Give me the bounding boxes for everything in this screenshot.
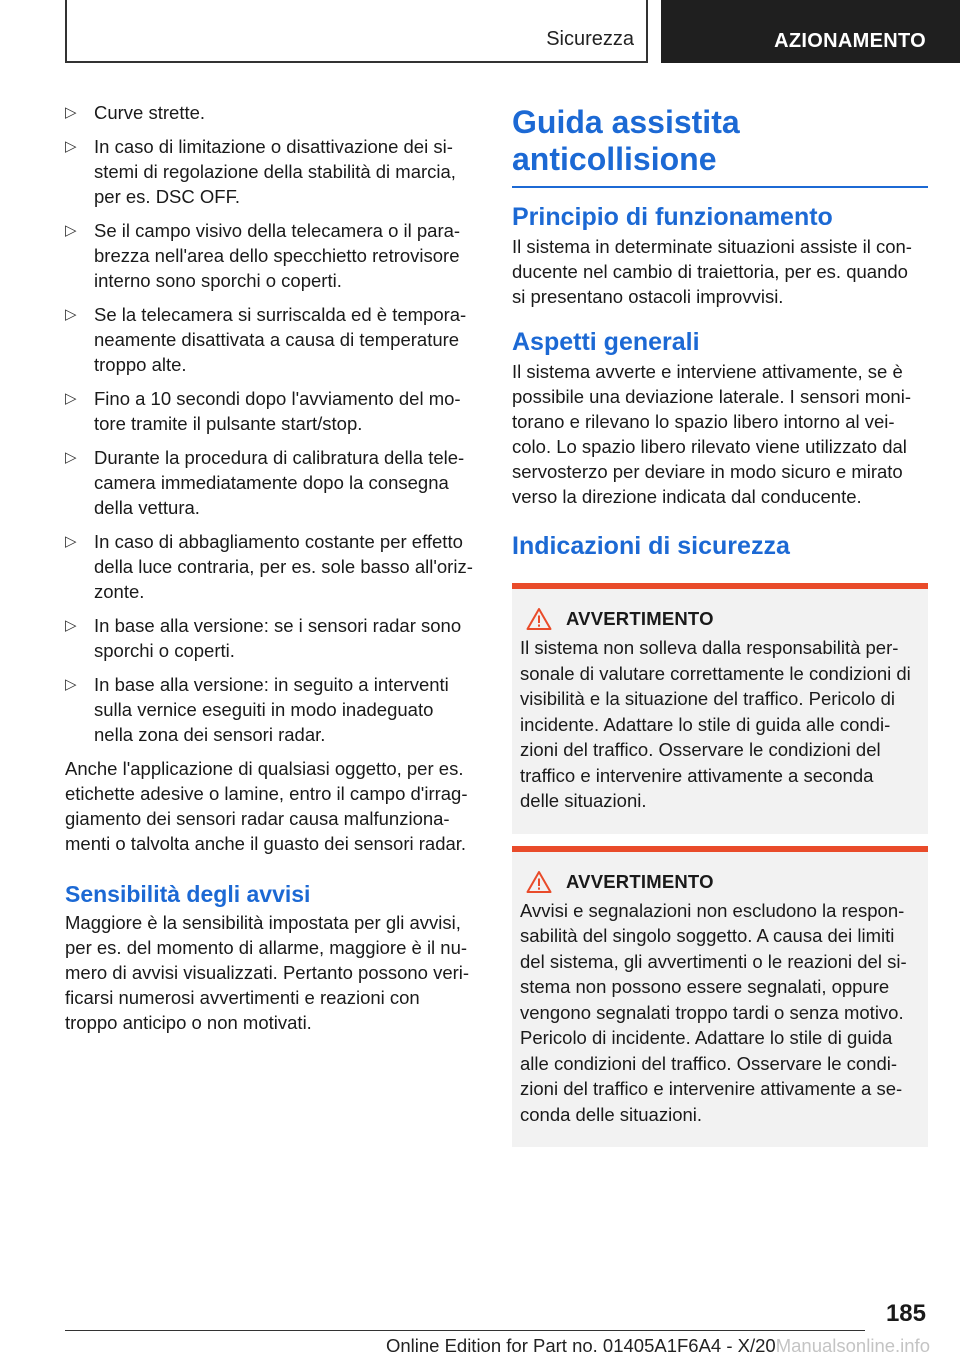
warning-title: AVVERTIMENTO <box>566 870 714 892</box>
triangle-bullet-icon: ▷ <box>65 222 77 239</box>
section-heading-general: Aspetti generali <box>512 328 700 356</box>
warning-text: Avvisi e segnalazioni non escludono la respon- sabilità del singolo soggetto. A causa dei limiti del sistema, gli avvertimenti o le reazioni del si- stema non possono essere segnalati, oppure vengono segnalati troppo tardi o senza motivo. Pericolo di incidente. Adattare lo stile di guida alle condizioni del traffico. Osservare le condi- zioni del traffico e intervenire attivamente a se- conda delle situazioni. <box>520 899 907 1125</box>
list-item: ▷ Durante la procedura di calibratura della tele- camera immediatamente dopo la consegna della vettura. <box>65 447 465 518</box>
triangle-bullet-icon: ▷ <box>65 533 77 550</box>
list-item: ▷ In base alla versione: se i sensori radar sono sporchi o coperti. <box>65 615 462 661</box>
list-item: ▷ Fino a 10 secondi dopo l'avviamento del mo- tore tramite il pulsante start/stop. <box>65 388 461 434</box>
section-heading-principle: Principio di funzionamento <box>512 203 833 231</box>
warning-title: AVVERTIMENTO <box>566 608 714 629</box>
section-text-principle: Il sistema in determinate situazioni assiste il con- ducente nel cambio di traiettoria, per es. quando si presentano ostacoli improvvisi. <box>512 236 912 307</box>
list-item: ▷ In base alla versione: in seguito a interventi sulla vernice eseguiti in modo inadeguato nella zona dei sensori radar. <box>65 674 449 745</box>
list-item: ▷ In caso di limitazione o disattivazione dei si- stemi di regolazione della stabilità di marcia, per es. DSC OFF. <box>65 136 456 207</box>
warning-sensitivity-paragraph: Maggiore è la sensibilità impostata per gli avvisi, per es. del momento di allarme, maggiore è il nu- mero di avvisi visualizzati. Pertanto possono veri- ficarsi numerosi avvertimenti e reazioni con troppo anticipo o non motivati. <box>65 912 470 1033</box>
warning-triangle-icon <box>526 607 552 631</box>
triangle-bullet-icon: ▷ <box>65 617 77 634</box>
footer-edition <box>386 1335 930 1357</box>
header-section-title: Sicurezza <box>546 28 634 50</box>
edition-text: Online Edition for Part no. 01405A1F6A4 - X/20 <box>385 1335 776 1356</box>
radar-paragraph: Anche l'applicazione di qualsiasi oggetto, per es. etichette adesive o lamine, entro il campo d'irrag- giamento dei sensori radar causa malfunziona- menti o talvolta anche il guasto dei sensori radar. <box>65 758 468 854</box>
watermark-text: Manualsonline.info <box>775 1335 930 1356</box>
list-item: ▷ Se il campo visivo della telecamera o il para- brezza nell'area dello specchietto retrovisore interno sono sporchi o coperti. <box>65 220 461 291</box>
page-number: 185 <box>885 1300 926 1327</box>
header-chapter-tab <box>661 0 960 63</box>
page-title: Guida assistita anticollisione <box>512 104 740 177</box>
warning-text: Il sistema non solleva dalla responsabilità per- sonale di valutare correttamente le condizioni di visibilità e la situazione del traffico. Pericolo di incidente. Adattare lo stile di guida alle condi- zioni del traffico. Osservare le condizioni del traffico e intervenire attivamente a seconda delle situazioni. <box>520 637 911 811</box>
list-item: ▷ In caso di abbagliamento costante per effetto della luce contraria, per es. sole basso all'oriz- zonte. <box>65 531 473 602</box>
triangle-bullet-icon: ▷ <box>65 390 77 407</box>
header-chapter-title: AZIONAMENTO <box>774 30 926 52</box>
header-section-tab <box>65 0 648 63</box>
section-heading-safety: Indicazioni di sicurezza <box>512 532 790 560</box>
warning-box <box>512 583 928 834</box>
warning-triangle-icon <box>526 870 552 894</box>
left-column <box>65 100 477 1035</box>
right-column <box>512 100 928 1147</box>
triangle-bullet-icon: ▷ <box>65 306 77 323</box>
section-text-general: Il sistema avverte e interviene attivamente, se è possibile una deviazione laterale. I sensori moni- torano e rilevano lo spazio libero intorno al vei- colo. Lo spazio libero rilevato viene utilizzato dal servosterzo per deviare in modo sicuro e mirato verso la direzione indicata dal conducente. <box>512 361 911 507</box>
triangle-bullet-icon: ▷ <box>65 449 77 466</box>
warning-box <box>512 846 928 1148</box>
condition-list <box>65 100 477 747</box>
list-item: ▷ Se la telecamera si surriscalda ed è tempora- neamente disattivata a causa di temperature troppo alte. <box>65 304 467 375</box>
footer-divider <box>65 1330 865 1331</box>
triangle-bullet-icon: ▷ <box>65 104 77 121</box>
warning-sensitivity-heading: Sensibilità degli avvisi <box>65 881 311 907</box>
title-divider <box>512 186 928 188</box>
triangle-bullet-icon: ▷ <box>65 676 77 693</box>
triangle-bullet-icon: ▷ <box>65 138 77 155</box>
list-item: ▷ Curve strette. <box>65 102 206 123</box>
